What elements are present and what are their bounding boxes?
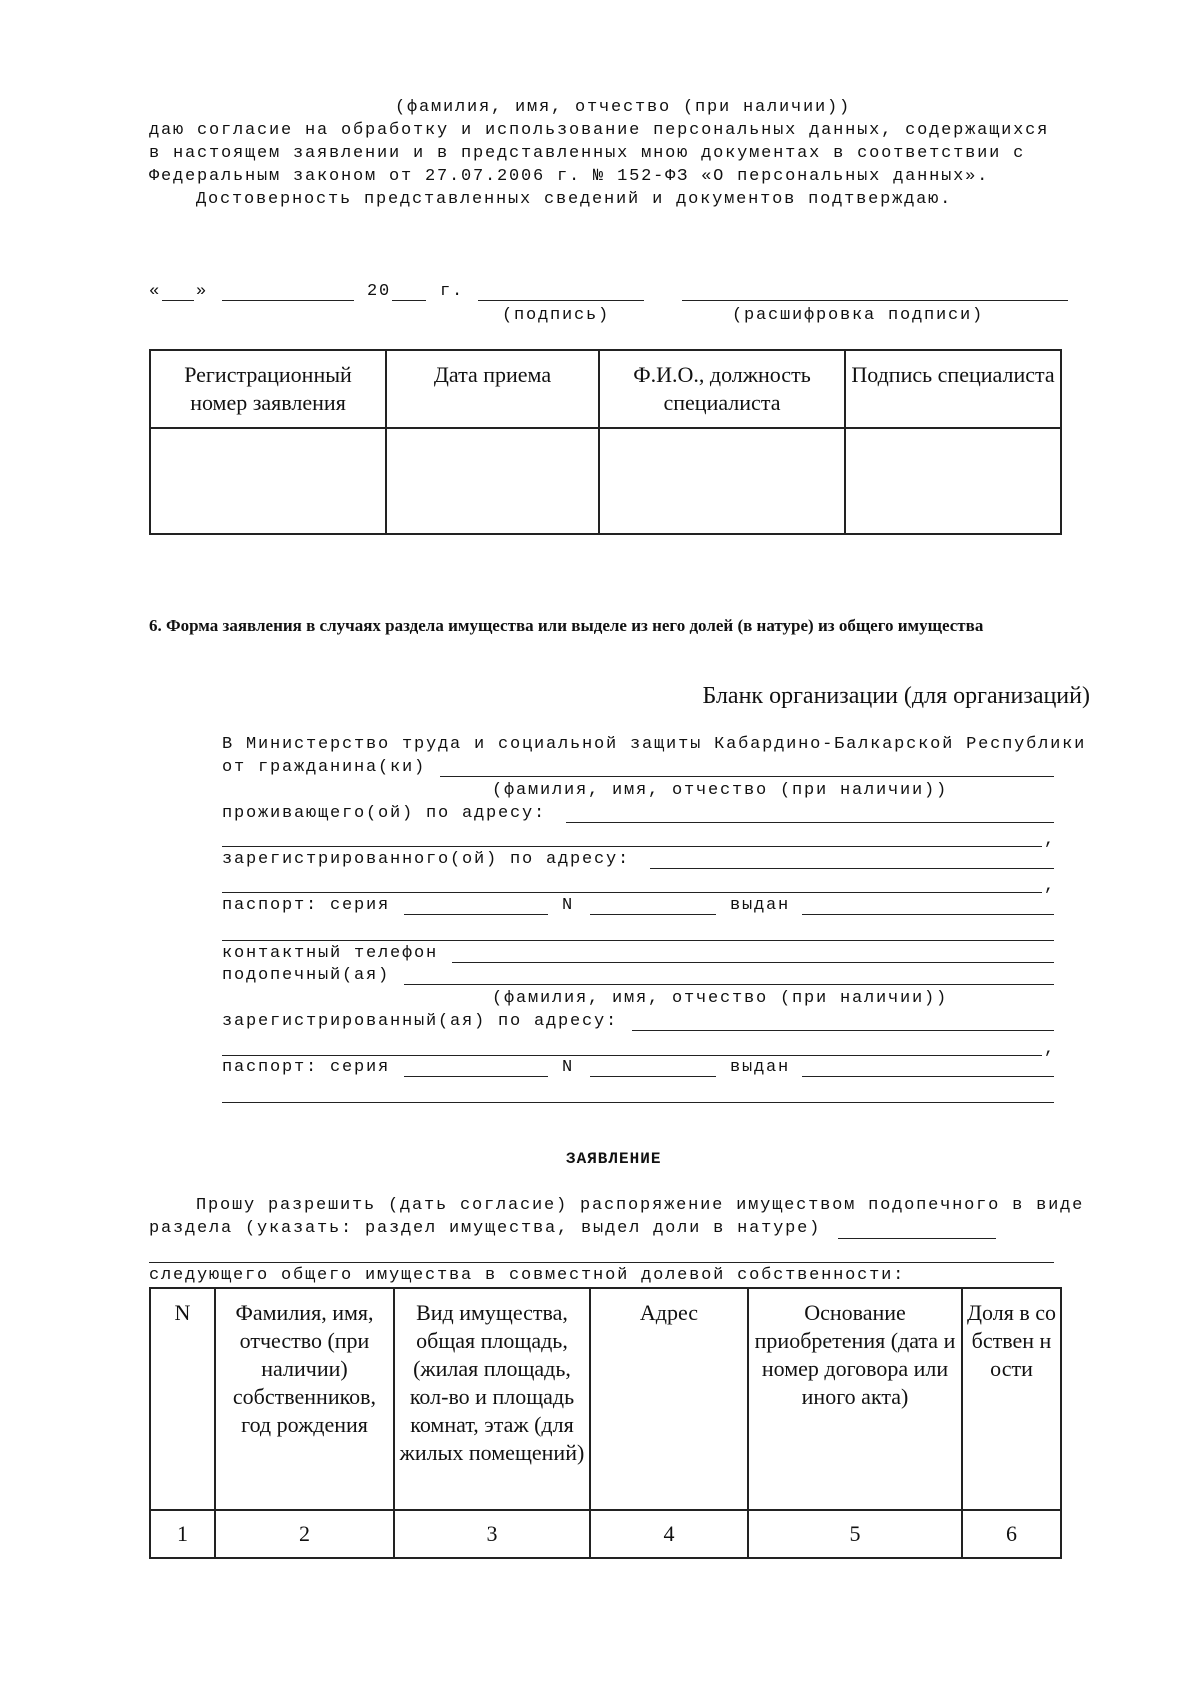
cell-specialist[interactable] (599, 428, 845, 534)
phone-field[interactable] (452, 962, 1054, 963)
date-close: » (196, 282, 209, 301)
column-number: 5 (748, 1510, 962, 1558)
month-field[interactable] (222, 300, 354, 301)
day-field[interactable] (162, 300, 194, 301)
living-address-field-2[interactable] (222, 846, 1042, 847)
ward-label: подопечный(ая) (222, 966, 391, 985)
ward-issued-field-2[interactable] (222, 1102, 1054, 1103)
ward-passport-number-field[interactable] (590, 1076, 716, 1077)
confirm-text: Достоверность представленных сведений и документов подтверждаю. (196, 190, 953, 209)
passport-n-label: N (562, 896, 575, 915)
header-reg-number: Регистрационный номер заявления (150, 350, 386, 428)
consent-line: даю согласие на обработку и использование персональных данных, содержащихся (149, 121, 1050, 140)
header-share: Доля в собствен ности (962, 1288, 1061, 1510)
column-number: 4 (590, 1510, 748, 1558)
section-heading: 6. Форма заявления в случаях раздела имущества или выделе из него долей (в натуре) из общего имущества (149, 616, 984, 635)
registered-address-field[interactable] (650, 868, 1054, 869)
ward-passport-series-field[interactable] (404, 1076, 548, 1077)
fio-caption: (фамилия, имя, отчество (при наличии)) (492, 781, 949, 800)
passport-label: паспорт: серия (222, 896, 391, 915)
header-acquisition-basis: Основание приобретения (дата и номер договора или иного акта) (748, 1288, 962, 1510)
decode-caption: (расшифровка подписи) (732, 306, 985, 325)
issued-field-2[interactable] (222, 940, 1054, 941)
phone-label: контактный телефон (222, 944, 439, 963)
header-date: Дата приема (386, 350, 599, 428)
header-specialist: Ф.И.О., должность специалиста (599, 350, 845, 428)
ward-registered-label: зарегистрированный(ая) по адресу: (222, 1012, 619, 1031)
year-suffix: г. (440, 282, 465, 301)
ward-fio-field[interactable] (404, 984, 1054, 985)
ward-issued-field[interactable] (802, 1076, 1054, 1077)
ward-address-field[interactable] (632, 1030, 1054, 1031)
signature-caption: (подпись) (502, 306, 611, 325)
statement-line: Прошу разрешить (дать согласие) распоряжение имуществом подопечного в виде (196, 1196, 1085, 1215)
date-open: « (149, 282, 162, 301)
signature-decode-field[interactable] (682, 300, 1068, 301)
registered-address-field-2[interactable] (222, 892, 1042, 893)
year-prefix: 20 (367, 282, 392, 301)
ward-fio-caption: (фамилия, имя, отчество (при наличии)) (492, 989, 949, 1008)
column-number: 2 (215, 1510, 394, 1558)
addressee: В Министерство труда и социальной защиты Кабардино-Балкарской Республики (222, 735, 1087, 754)
statement-title: ЗАЯВЛЕНИЕ (566, 1150, 662, 1168)
cell-signature[interactable] (845, 428, 1061, 534)
header-n: N (150, 1288, 215, 1510)
ward-passport-n-label: N (562, 1058, 575, 1077)
from-label: от гражданина(ки) (222, 758, 427, 777)
fio-caption: (фамилия, имя, отчество (при наличии)) (395, 98, 852, 117)
header-address: Адрес (590, 1288, 748, 1510)
consent-line: Федеральным законом от 27.07.2006 г. № 152-ФЗ «О персональных данных». (149, 167, 990, 186)
issued-field[interactable] (802, 914, 1054, 915)
header-signature: Подпись специалиста (845, 350, 1061, 428)
ward-issued-label: выдан (730, 1058, 791, 1077)
passport-series-field[interactable] (404, 914, 548, 915)
statement-line: следующего общего имущества в совместной долевой собственности: (149, 1266, 906, 1285)
organization-blank: Бланк организации (для организаций) (702, 683, 1090, 709)
statement-line: раздела (указать: раздел имущества, выдел доли в натуре) (149, 1219, 822, 1238)
division-type-field[interactable] (838, 1238, 996, 1239)
passport-number-field[interactable] (590, 914, 716, 915)
living-label: проживающего(ой) по адресу: (222, 804, 547, 823)
signature-field[interactable] (478, 300, 644, 301)
year-field[interactable] (392, 300, 426, 301)
comma: , (1044, 831, 1057, 850)
applicant-fio-field[interactable] (440, 776, 1054, 777)
header-owners: Фамилия, имя, отчество (при наличии) собственников, год рождения (215, 1288, 394, 1510)
header-property-type: Вид имущества, общая площадь, (жилая площадь, кол-во и площадь комнат, этаж (для жилых помещений) (394, 1288, 590, 1510)
division-type-field-2[interactable] (149, 1262, 1054, 1263)
ward-address-field-2[interactable] (222, 1055, 1042, 1056)
registration-table (149, 349, 1062, 535)
cell-reg-number[interactable] (150, 428, 386, 534)
column-number: 3 (394, 1510, 590, 1558)
column-number: 6 (962, 1510, 1061, 1558)
consent-line: в настоящем заявлении и в представленных мною документах в соответствии с (149, 144, 1026, 163)
living-address-field[interactable] (566, 822, 1054, 823)
property-table (149, 1287, 1062, 1559)
issued-label: выдан (730, 896, 791, 915)
column-number: 1 (150, 1510, 215, 1558)
comma: , (1044, 1040, 1057, 1059)
comma: , (1044, 877, 1057, 896)
cell-date[interactable] (386, 428, 599, 534)
ward-passport-label: паспорт: серия (222, 1058, 391, 1077)
registered-label: зарегистрированного(ой) по адресу: (222, 850, 631, 869)
